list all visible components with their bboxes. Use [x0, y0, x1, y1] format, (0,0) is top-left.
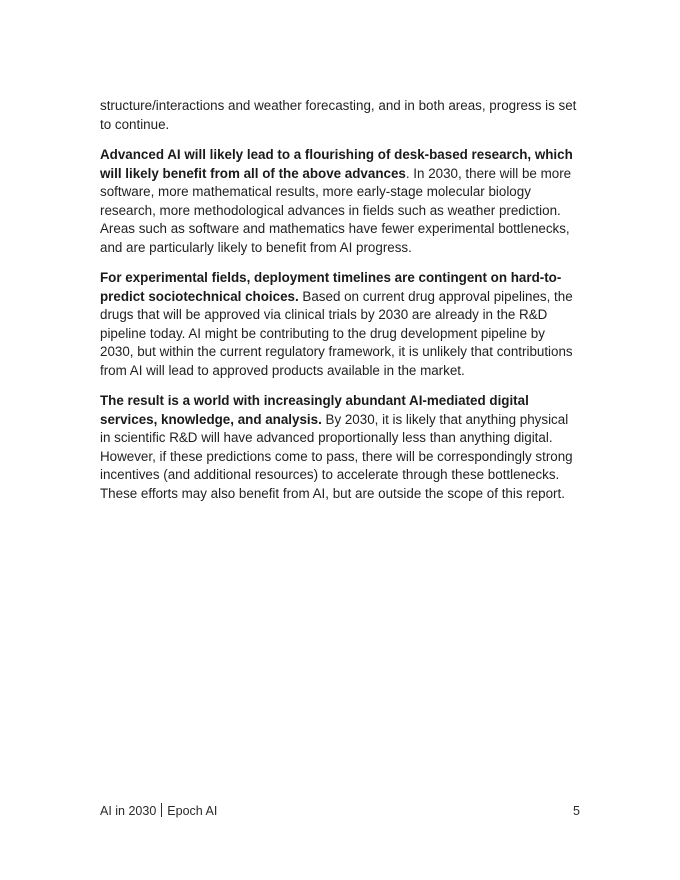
paragraph-lead: For experimental fields, deployment timelines are contingent on hard-to-predict sociotechnical choices.	[100, 270, 562, 304]
paragraph-experimental-fields	[100, 269, 580, 380]
paragraph-text: . In 2030, there will be more software, more mathematical results, more early-stage molecular biology research, more methodological advances in fields such as weather prediction. Areas such as software and mathematics have fewer experimental bottlenecks, and are particularly likely to benefit from AI progress.	[100, 165, 572, 255]
footer-divider	[161, 803, 162, 817]
paragraph-lead: Advanced AI will likely lead to a flourishing of desk-based research, which will likely benefit from all of the above advances	[100, 147, 573, 181]
paragraph-lead: The result is a world with increasingly abundant AI-mediated digital services, knowledge, and analysis.	[100, 393, 529, 427]
footer-source	[100, 803, 217, 819]
report-body	[100, 97, 580, 515]
paragraph-result	[100, 392, 580, 503]
paragraph-continuation	[100, 97, 580, 134]
paragraph-desk-research	[100, 146, 580, 257]
paragraph-text: structure/interactions and weather forecasting, and in both areas, progress is set to continue.	[100, 98, 577, 132]
page-number: 5	[573, 804, 580, 818]
paragraph-text: By 2030, it is likely that anything physical in scientific R&D will have advanced proportionally less than anything digital. However, if these predictions come to pass, there will be correspondingly strong incentives (and additional resources) to accelerate through these bottlenecks. These efforts may also benefit from AI, but are outside the scope of this report.	[100, 411, 573, 501]
footer-publisher: Epoch AI	[167, 804, 218, 818]
paragraph-text: Based on current drug approval pipelines, the drugs that will be approved via clinical trials by 2030 are already in the R&D pipeline today. AI might be contributing to the drug development pipeline by 2030, but within the current regulatory framework, it is unlikely that contributions from AI will lead to approved products available in the market.	[100, 288, 573, 378]
footer-report-title: AI in 2030	[100, 804, 157, 818]
